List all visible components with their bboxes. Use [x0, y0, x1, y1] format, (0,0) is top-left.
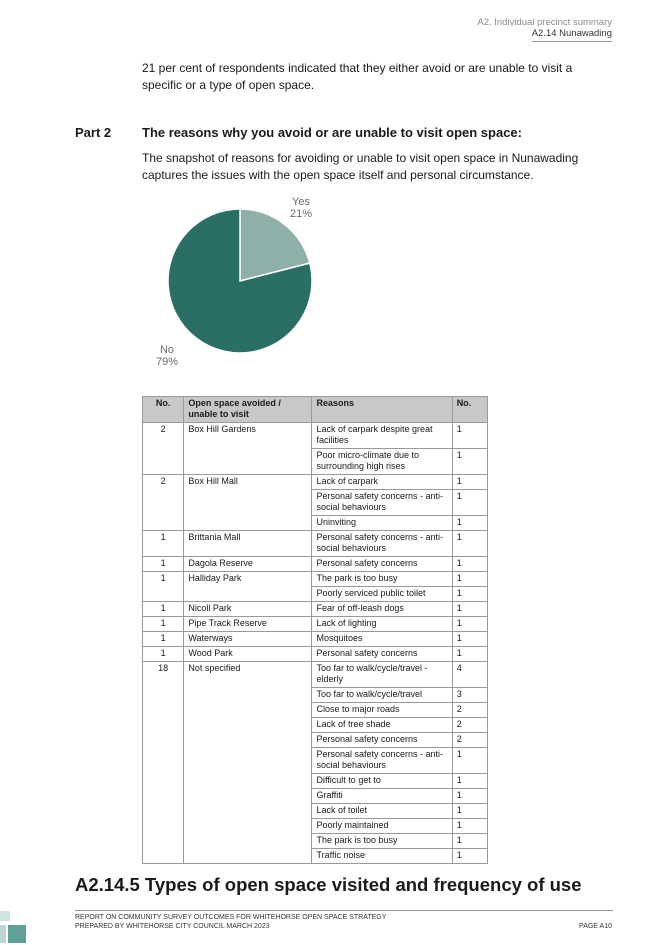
open-space-cell: Pipe Track Reserve: [184, 617, 312, 632]
reason-cell: Poorly maintained: [312, 819, 452, 834]
table-header-row: [143, 397, 488, 423]
count-cell: 1: [143, 632, 184, 647]
reason-count-cell: 1: [452, 834, 487, 849]
decor-square: [0, 925, 6, 943]
footer-prepared-by: PREPARED BY WHITEHORSE CITY COUNCIL MARCH 2023: [75, 923, 270, 930]
open-space-cell: [184, 733, 312, 748]
reason-count-cell: 1: [452, 819, 487, 834]
table-row: [143, 602, 488, 617]
count-cell: [143, 688, 184, 703]
table-row: [143, 703, 488, 718]
reason-count-cell: 1: [452, 531, 487, 557]
reason-cell: The park is too busy: [312, 572, 452, 587]
count-cell: [143, 789, 184, 804]
count-cell: [143, 516, 184, 531]
count-cell: 1: [143, 647, 184, 662]
count-cell: [143, 834, 184, 849]
open-space-cell: Nicoll Park: [184, 602, 312, 617]
reason-cell: Fear of off-leash dogs: [312, 602, 452, 617]
count-cell: [143, 587, 184, 602]
section-title: A2.14.5 Types of open space visited and frequency of use: [75, 874, 582, 895]
table-row: [143, 617, 488, 632]
open-space-cell: Halliday Park: [184, 572, 312, 587]
reason-cell: Personal safety concerns - anti-social behaviours: [312, 531, 452, 557]
count-cell: 1: [143, 572, 184, 587]
table-row: [143, 688, 488, 703]
header-reason-count: No.: [452, 397, 487, 423]
table-row: [143, 572, 488, 587]
reason-count-cell: 1: [452, 849, 487, 864]
reason-count-cell: 1: [452, 587, 487, 602]
count-cell: 1: [143, 531, 184, 557]
footer-report-title: REPORT ON COMMUNITY SURVEY OUTCOMES FOR WHITEHORSE OPEN SPACE STRATEGY: [75, 914, 387, 921]
reason-cell: Lack of carpark despite great facilities: [312, 423, 452, 449]
table-row: [143, 449, 488, 475]
table-row: [143, 490, 488, 516]
table-row: [143, 789, 488, 804]
open-space-cell: Dagola Reserve: [184, 557, 312, 572]
count-cell: [143, 748, 184, 774]
reason-cell: Poorly serviced public toilet: [312, 587, 452, 602]
reasons-table: [142, 396, 488, 864]
reason-count-cell: 1: [452, 602, 487, 617]
reason-count-cell: 1: [452, 572, 487, 587]
reason-cell: Lack of tree shade: [312, 718, 452, 733]
reason-count-cell: 1: [452, 748, 487, 774]
open-space-cell: [184, 718, 312, 733]
open-space-cell: Box Hill Gardens: [184, 423, 312, 449]
avoidance-pie-chart: [155, 190, 360, 375]
table-row: [143, 849, 488, 864]
count-cell: [143, 804, 184, 819]
header-reasons: Reasons: [312, 397, 452, 423]
table-row: [143, 718, 488, 733]
reason-count-cell: 3: [452, 688, 487, 703]
count-cell: [143, 849, 184, 864]
table-row: [143, 423, 488, 449]
reason-cell: Traffic noise: [312, 849, 452, 864]
reason-cell: Personal safety concerns: [312, 647, 452, 662]
decor-square: [0, 911, 10, 921]
reason-cell: Lack of toilet: [312, 804, 452, 819]
reason-count-cell: 1: [452, 475, 487, 490]
header-precinct-name: A2.14 Nunawading: [531, 28, 612, 39]
reason-count-cell: 1: [452, 804, 487, 819]
count-cell: 1: [143, 602, 184, 617]
reason-cell: Personal safety concerns - anti-social behaviours: [312, 748, 452, 774]
open-space-cell: [184, 834, 312, 849]
table-row: [143, 834, 488, 849]
reason-cell: Lack of carpark: [312, 475, 452, 490]
count-cell: 1: [143, 557, 184, 572]
header-precinct-summary: A2. Individual precinct summary: [477, 17, 612, 28]
open-space-cell: [184, 804, 312, 819]
count-cell: [143, 490, 184, 516]
open-space-cell: [184, 587, 312, 602]
decor-square: [8, 925, 26, 943]
reason-count-cell: 2: [452, 733, 487, 748]
open-space-cell: [184, 774, 312, 789]
table-row: [143, 733, 488, 748]
open-space-cell: Not specified: [184, 662, 312, 688]
open-space-cell: Brittania Mall: [184, 531, 312, 557]
table-row: [143, 587, 488, 602]
count-cell: [143, 819, 184, 834]
open-space-cell: [184, 703, 312, 718]
snapshot-paragraph: The snapshot of reasons for avoiding or unable to visit open space in Nunawading captures the issues with the open space itself and personal circumstance.: [142, 151, 579, 182]
open-space-cell: [184, 849, 312, 864]
count-cell: [143, 703, 184, 718]
table-row: [143, 819, 488, 834]
table-row: [143, 475, 488, 490]
table-row: [143, 774, 488, 789]
reason-cell: Too far to walk/cycle/travel: [312, 688, 452, 703]
count-cell: [143, 449, 184, 475]
open-space-cell: [184, 819, 312, 834]
reason-cell: Lack of lighting: [312, 617, 452, 632]
open-space-cell: Waterways: [184, 632, 312, 647]
reason-count-cell: 2: [452, 703, 487, 718]
table-body: [143, 423, 488, 864]
reason-count-cell: 1: [452, 774, 487, 789]
reason-cell: Difficult to get to: [312, 774, 452, 789]
reason-cell: Uninviting: [312, 516, 452, 531]
table-row: [143, 516, 488, 531]
count-cell: [143, 733, 184, 748]
reason-cell: Personal safety concerns: [312, 557, 452, 572]
table-row: [143, 647, 488, 662]
pie-pct-no: 79%: [155, 356, 179, 368]
open-space-cell: [184, 789, 312, 804]
reason-cell: Close to major roads: [312, 703, 452, 718]
intro-paragraph: 21 per cent of respondents indicated that they either avoid or are unable to visit a specific or a type of open space.: [142, 61, 573, 92]
reason-cell: The park is too busy: [312, 834, 452, 849]
open-space-cell: [184, 490, 312, 516]
table-row: [143, 804, 488, 819]
open-space-cell: Wood Park: [184, 647, 312, 662]
pie-label-no: No: [159, 344, 175, 356]
reason-count-cell: 2: [452, 718, 487, 733]
open-space-cell: [184, 449, 312, 475]
reason-cell: Too far to walk/cycle/travel - elderly: [312, 662, 452, 688]
table-row: [143, 748, 488, 774]
footer-divider: [75, 910, 613, 911]
reason-count-cell: 1: [452, 516, 487, 531]
reason-count-cell: 1: [452, 789, 487, 804]
table-row: [143, 557, 488, 572]
table-row: [143, 531, 488, 557]
reason-cell: Personal safety concerns: [312, 733, 452, 748]
reason-count-cell: 1: [452, 632, 487, 647]
count-cell: [143, 718, 184, 733]
header-open-space: Open space avoided / unable to visit: [184, 397, 312, 423]
reason-cell: Poor micro-climate due to surrounding high rises: [312, 449, 452, 475]
pie-pct-yes: 21%: [289, 208, 313, 220]
open-space-cell: [184, 748, 312, 774]
open-space-cell: Box Hill Mall: [184, 475, 312, 490]
reason-cell: Personal safety concerns - anti-social behaviours: [312, 490, 452, 516]
page-number: PAGE A10: [579, 923, 612, 930]
reason-count-cell: 1: [452, 617, 487, 632]
open-space-cell: [184, 516, 312, 531]
reason-count-cell: 1: [452, 647, 487, 662]
count-cell: 2: [143, 475, 184, 490]
reason-count-cell: 4: [452, 662, 487, 688]
pie-label-yes: Yes: [292, 196, 310, 208]
reason-count-cell: 1: [452, 423, 487, 449]
header-underline: [532, 41, 612, 42]
reason-cell: Mosquitoes: [312, 632, 452, 647]
open-space-cell: [184, 688, 312, 703]
table-row: [143, 662, 488, 688]
reason-count-cell: 1: [452, 490, 487, 516]
count-cell: 2: [143, 423, 184, 449]
part-title: The reasons why you avoid or are unable to visit open space:: [142, 125, 522, 140]
count-cell: [143, 774, 184, 789]
reason-count-cell: 1: [452, 449, 487, 475]
part-label: Part 2: [75, 125, 112, 140]
reason-count-cell: 1: [452, 557, 487, 572]
reason-cell: Graffiti: [312, 789, 452, 804]
table-row: [143, 632, 488, 647]
header-count: No.: [143, 397, 184, 423]
count-cell: 1: [143, 617, 184, 632]
count-cell: 18: [143, 662, 184, 688]
